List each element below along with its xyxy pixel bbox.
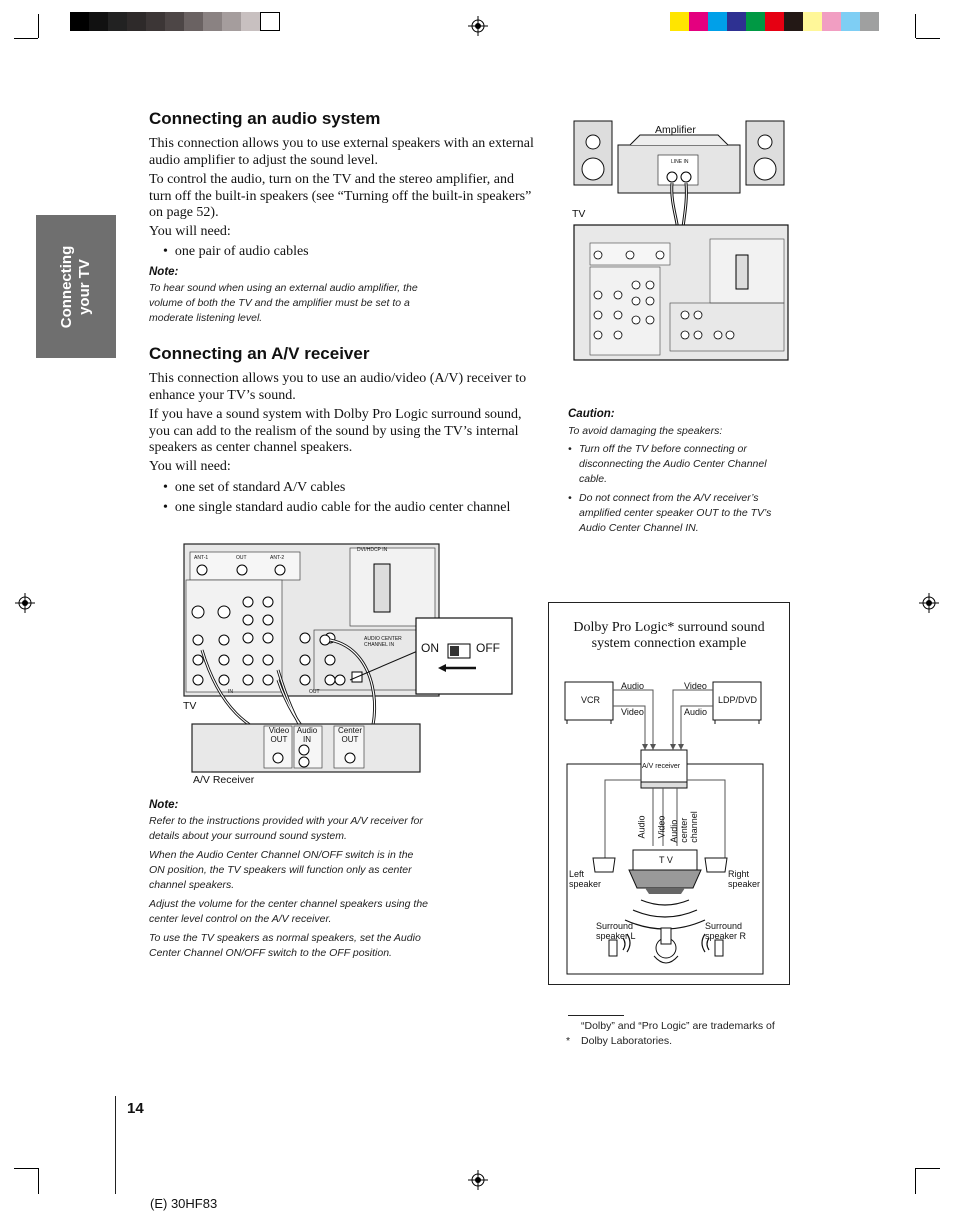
dolby-right-speaker: Right speaker (728, 869, 761, 889)
av-bullet-2: • one single standard audio cable for the audio center channel (163, 500, 511, 515)
panel-audio-center: AUDIO CENTER CHANNEL IN (364, 636, 402, 648)
dolby-video-a: Video (621, 707, 644, 717)
caution-item-2: • Do not connect from the A/V receiver’s amplified center speaker OUT to the TV’s Audio Center Channel IN. (568, 492, 772, 534)
panel-out: OUT (309, 689, 320, 695)
panel-in: IN (228, 689, 233, 695)
dolby-center-vertical: Audio center channel (668, 811, 699, 843)
dolby-video-vertical: Video (656, 815, 667, 839)
receiver-video-out: Video OUT (268, 726, 290, 744)
audio-need: You will need: (149, 224, 231, 239)
audio-bullet-1: • one pair of audio cables (163, 244, 309, 259)
panel-ant-out: OUT (236, 555, 247, 561)
av-bullet-1: • one set of standard A/V cables (163, 480, 346, 495)
caution-intro: To avoid damaging the speakers: (568, 425, 723, 437)
side-tab (36, 215, 116, 358)
registration-mark-right (919, 593, 939, 613)
av-note-4: To use the TV speakers as normal speakers, set the Audio Center Channel ON/OFF switch to the OFF position. (149, 932, 421, 959)
dolby-title: Dolby Pro Logic* surround sound system connection example (573, 620, 765, 651)
dolby-audio-b: Audio (684, 707, 708, 717)
panel-dvi: DVI/HDCP IN (357, 547, 388, 553)
audio-note-heading: Note: (149, 266, 179, 278)
audio-para-2: To control the audio, turn on the TV and the stereo amplifier, and turn off the built-in speakers (see “Turning off the built-in speakers” on page 52). (149, 172, 532, 220)
dolby-tv: T V (659, 855, 673, 865)
av-need: You will need: (149, 459, 231, 474)
audio-section-title: Connecting an audio system (149, 109, 381, 128)
panel-ant1: ANT-1 (194, 555, 209, 561)
receiver-center-out: Center OUT (337, 726, 362, 744)
dolby-audio-vertical: Audio (636, 815, 647, 839)
av-note-heading: Note: (149, 799, 179, 811)
side-tab-line1: Connecting (58, 245, 75, 329)
av-note-3: Adjust the volume for the center channel speakers using the center level control on the A/V receiver. (149, 898, 428, 925)
dolby-ldp: LDP/DVD (718, 695, 758, 705)
audio-note-text: To hear sound when using an external audio amplifier, the volume of both the TV and the amplifier must be set to a moderate listening level. (149, 282, 418, 324)
side-tab-line2: your TV (76, 259, 93, 315)
amplifier-diagram (570, 115, 795, 365)
av-diagram-receiver-label: A/V Receiver (193, 774, 255, 786)
av-note-1: Refer to the instructions provided with your A/V receiver for details about your surround sound system. (149, 815, 423, 842)
page-rule (115, 1096, 116, 1194)
registration-mark-left (15, 593, 35, 613)
av-para-1: This connection allows you to use an audio/video (A/V) receiver to enhance your TV’s sound. (149, 371, 527, 403)
caution-heading: Caution: (568, 408, 615, 420)
dolby-audio-a: Audio (621, 681, 645, 691)
receiver-audio-in: Audio IN (296, 726, 318, 744)
dolby-video-b: Video (684, 681, 707, 691)
caution-item-1: • Turn off the TV before connecting or disconnecting the Audio Center Channel cable. (568, 443, 767, 485)
amplifier-label: Amplifier (655, 124, 696, 136)
registration-mark-top (468, 16, 488, 36)
av-connection-diagram (180, 540, 515, 780)
av-diagram-tv-label: TV (183, 700, 197, 712)
amp-diagram-tv-label: TV (572, 208, 586, 220)
registration-mark-bottom (468, 1170, 488, 1190)
av-note-2: When the Audio Center Channel ON/OFF switch is in the ON position, the TV speakers will function only as center channel speakers. (149, 849, 414, 891)
panel-ant2: ANT-2 (270, 555, 285, 561)
footnote-mark: * (566, 1035, 571, 1047)
footnote: * “Dolby” and “Pro Logic” are trademarks of Dolby Laboratories. (566, 1020, 775, 1047)
page-number: 14 (127, 1100, 144, 1117)
dolby-surround-right: Surround speaker R (705, 921, 747, 941)
dolby-surround-left: Surround speaker L (596, 921, 636, 941)
dolby-vcr: VCR (581, 695, 601, 705)
av-section-title: Connecting an A/V receiver (149, 344, 370, 363)
model-label: (E) 30HF83 (150, 1196, 218, 1211)
amp-line-in: LINE IN (671, 159, 689, 165)
audio-para-1: This connection allows you to use external speakers with an external audio amplifier to adjust the sound level. (149, 136, 534, 168)
footnote-rule (568, 1015, 624, 1016)
av-switch-on-label: ON (421, 641, 439, 655)
av-para-2: If you have a sound system with Dolby Pro Logic surround sound, you can add to the realism of the sound by using the TV’s internal speakers as center channel speakers. (149, 407, 522, 455)
dolby-left-speaker: Left speaker (569, 869, 602, 889)
av-switch-off-label: OFF (476, 641, 500, 655)
dolby-receiver: A/V receiver (642, 763, 681, 770)
